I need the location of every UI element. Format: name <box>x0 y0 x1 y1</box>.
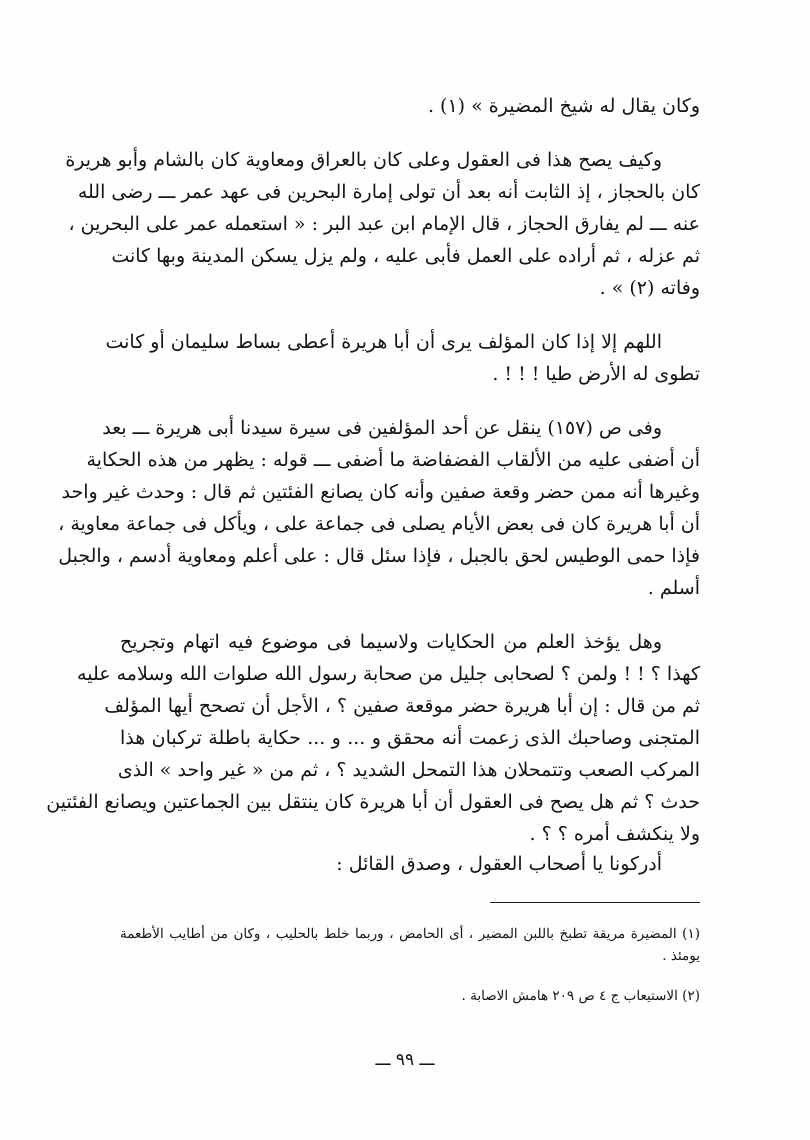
text-line: وكيف يصح هذا فى العقول وعلى كان بالعراق ومعاوية كان بالشام وأبو هريرة <box>65 149 662 171</box>
page-number: ـــ ٩٩ ـــ <box>375 1050 435 1070</box>
text-line: أسلم . <box>647 577 700 599</box>
text-line: كهذا ؟ ! ! ولمن ؟ لصحابى جليل من صحابة رسول الله صلوات الله وسلامه عليه <box>77 663 700 685</box>
footnote-line: يومئذ . <box>662 948 700 964</box>
text-line: ثم من قال : إن أبا هريرة حضر موقعة صفين ؟ ، الأجل أن تصحح أيها المؤلف <box>104 695 700 717</box>
text-line: ثم عزله ، ثم أراده على العمل فأبى عليه ، ولم يزل يسكن المدينة وبها كانت <box>111 245 700 267</box>
footnote-line: (١) المضيرة مريقة تطبخ باللبن المضير ، أى الحامض ، وربما خلط بالحليب ، وكان من أطايب الأطعمة <box>120 926 700 942</box>
text-line: عنه ـــ لم يفارق الحجاز ، قال الإمام ابن عبد البر : « استعمله عمر على البحرين ، <box>68 213 700 235</box>
text-line: تطوى له الأرض طيا ! ! ! . <box>492 363 700 385</box>
text-line: وهل يؤخذ العلم من الحكايات ولاسيما فى موضوع فيه اتهام وتجريح <box>120 631 662 653</box>
text-line: وغيرها أنه ممن حضر وقعة صفين وأنه كان يصانع الفئتين ثم قال : وحدث غير واحد <box>61 481 700 503</box>
text-line: ولا ينكشف أمره ؟ ؟ . <box>529 823 700 845</box>
text-line: كان بالحجاز ، إذ الثابت أنه بعد أن تولى إمارة البحرين فى عهد عمر ـــ رضى الله <box>77 181 700 203</box>
text-line: اللهم إلا إذا كان المؤلف يرى أن أبا هريرة أعطى بساط سليمان أو كانت <box>105 331 662 353</box>
text-line: المتجنى وصاحبك الذى زعمت أنه محقق و ... و ... حكاية باطلة تركبان هذا <box>120 727 700 749</box>
text-line: وكان يقال له شيخ المضيرة » (١) . <box>427 95 700 117</box>
text-line: فإذا حمى الوطيس لحق بالجبل ، فإذا سئل قال : على أعلم ومعاوية أدسم ، والجبل <box>58 545 700 567</box>
text-line: وفاته (٢) » . <box>599 277 700 299</box>
text-line: وفى ص (١٥٧) ينقل عن أحد المؤلفين فى سيرة سيدنا أبى هريرة ـــ بعد <box>102 417 662 439</box>
text-line: أن أضفى عليه من الألقاب الفضفاضة ما أضفى ـــ قوله : يظهر من هذه الحكاية <box>86 449 700 471</box>
footnote-separator <box>490 902 700 903</box>
text-line: أدركونا يا أصحاب العقول ، وصدق القائل : <box>336 853 662 875</box>
text-line: المركب الصعب وتتمحلان هذا التمحل الشديد ؟ ، ثم من « غير واحد » الذى <box>117 759 700 781</box>
text-line: حدث ؟ ثم هل يصح فى العقول أن أبا هريرة كان ينتقل بين الجماعتين ويصانع الفئتين <box>46 791 700 813</box>
footnote-line: (٢) الاستيعاب ج ٤ ص ٢٠٩ هامش الاصابة . <box>461 988 700 1004</box>
text-line: أن أبا هريرة كان فى بعض الأيام يصلى فى جماعة على ، ويأكل فى جماعة معاوية ، <box>58 513 700 535</box>
